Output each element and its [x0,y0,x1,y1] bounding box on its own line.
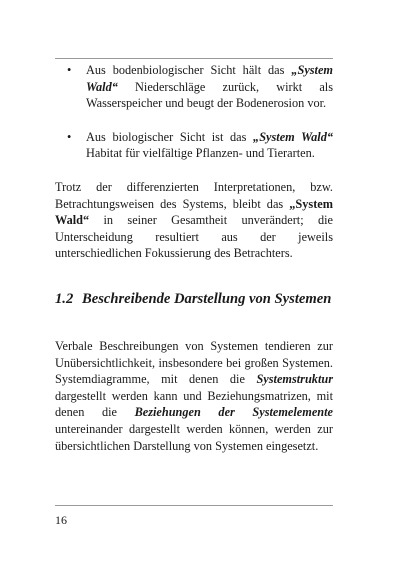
bullet-icon: • [67,129,72,144]
paragraph-1-a: Trotz der differenzierten Interpretationen, bzw. Betrachtungsweisen des Systems, bleibt das [55,179,333,211]
section-title: Beschreibende Darstellung von Systemen [82,290,332,307]
paragraph-2 [55,338,333,454]
bullet-item-1 [55,62,333,112]
paragraph-1 [55,179,333,262]
section-heading [55,289,333,309]
bullet-icon: • [67,63,72,77]
paragraph-2-emph-2: Beziehungen der Systemelemente [134,405,333,420]
bullet-text-2-a: Aus biologischer Sicht ist das [86,129,254,144]
section-number: 1.2 [55,290,74,307]
footer-rule [55,505,333,506]
bullet-text-1-a: Aus bodenbiologischer Sicht hält das [86,63,292,77]
bullet-item-2 [55,129,333,162]
paragraph-1-b: in seiner Gesamtheit unverändert; die Unterscheidung resultiert aus der jeweils unterschiedlichen Fokussierung des Betrachters. [55,213,333,261]
paragraph-1-emph: „System Wald“ [55,196,333,228]
paragraph-2-b: dargestellt werden kann und Beziehungsmatrizen, mit denen die [55,388,333,420]
page-number: 16 [55,513,67,527]
bullet-text-2-b: Habitat für vielfältige Pflanzen- und Tierarten. [86,146,315,161]
paragraph-2-a: Verbale Beschreibungen von Systemen tendieren zur Unübersichtlichkeit, insbesondere bei großen Systemen. Systemdiagramme, mit denen die [55,338,333,387]
page-body [55,62,333,454]
bullet-list [55,62,333,162]
paragraph-2-c: untereinander dargestellt werden können, werden zur übersichtlichen Darstellung von Systemen eingesetzt. [55,421,333,453]
bullet-text-1-emph: „System Wald“ [86,63,333,94]
bullet-text-2-emph: „System Wald“ [253,129,334,144]
paragraph-2-emph-1: Systemstruktur [256,372,333,387]
header-rule [55,58,333,59]
bullet-text-1-b: Niederschläge zurück, wirkt als Wasserspeicher und beugt der Bodenerosion vor. [86,79,333,111]
